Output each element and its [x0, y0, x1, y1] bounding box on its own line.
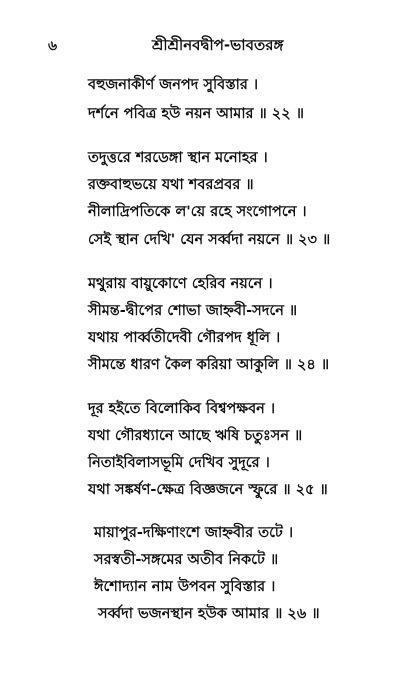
verse-line: যথায় পার্ব্বতীদেবী গৌরপদ ধূলি ।	[88, 330, 281, 346]
verse-line: সর্ব্বদা ভজনস্থান হউক আমার ॥ ২৬ ॥	[98, 606, 320, 622]
verse-line: নিতাইবিলাসভূমি দেখিব সুদূরে ।	[88, 455, 270, 471]
running-title: শ্রীশ্রীনবদ্বীপ-ভাবতরঙ্গ	[152, 36, 284, 54]
verse-line: মথুরায় বায়ুকোণে হেরিব নয়নে ।	[88, 276, 273, 292]
verse-line: সীমন্তে ধারণ কৈল করিয়া আকুলি ॥ ২৪ ॥	[88, 357, 330, 373]
verse-line: যথা গৌরধ্যানে আছে ঋষি চতুঃসন ॥	[88, 428, 303, 444]
verse-line: বহুজনাকীর্ণ জনপদ সুবিস্তার ।	[88, 77, 259, 93]
verse-line: ঈশোদ্যান নাম উপবন সুবিস্তার ।	[94, 579, 276, 595]
verse-line: সেই স্থান দেখি' যেন সর্ব্বদা নয়নে ॥ ২৩ ॥	[88, 232, 331, 248]
verse-line: যথা সঙ্কর্ষণ-ক্ষেত্র বিজ্ঞজনে স্ফুরে ॥ ২৫ ॥	[88, 482, 328, 498]
verse-line: রক্তবাহুভয়ে যথা শবরপ্রবর ॥	[88, 177, 254, 193]
verse-line: নীলাদ্রিপতিকে ল'য়ে রহে সংগোপনে ।	[88, 204, 307, 220]
verse-line: সীমন্ত-দ্বীপের শোভা জাহ্নবী-সদনে ॥	[88, 303, 298, 319]
page-number: ৬	[48, 38, 58, 54]
verse-line: সরস্বতী-সঙ্গমের অতীব নিকটে ॥	[94, 552, 279, 568]
verse-line: দর্শনে পবিত্র হউ নয়ন আমার ॥ ২২ ॥	[88, 106, 304, 122]
verse-line: তদুত্তরে শরডেঙ্গা স্থান মনোহর ।	[88, 150, 268, 166]
verse-line: দূর হইতে বিলোকিব বিশ্বপক্ষবন ।	[88, 401, 276, 417]
verse-line: মায়াপুর-দক্ষিণাংশে জাহ্নবীর তটে ।	[94, 525, 294, 541]
